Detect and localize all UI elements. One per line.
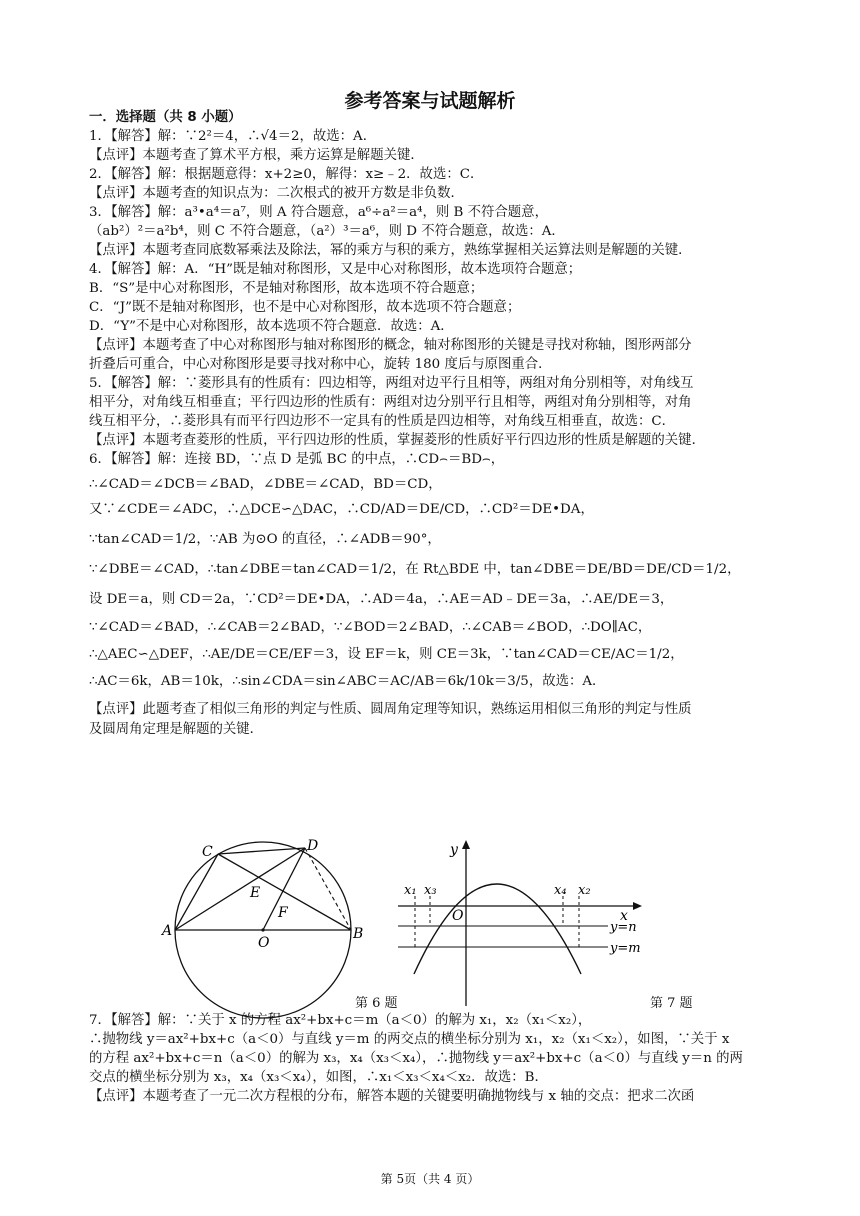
text-line: 7．【解答】解：∵关于 x 的方程 ax²+bx+c＝m（a＜0）的解为 x₁，x₂（x₁＜x₂）， (89, 1013, 592, 1028)
segment-ac (175, 854, 218, 930)
text-line: 1．【解答】解：∵2²＝4，∴√4＝2，故选：A． (89, 129, 377, 144)
text-line: ∴△AEC∽△DEF，∴AE/DE＝CE/EF＝3，设 EF＝k，则 CE＝3k，∵tan∠CAD＝CE/AC＝1/2， (89, 647, 684, 662)
text-line: 的方程 ax²+bx+c＝n（a＜0）的解为 x₃，x₄（x₃＜x₄），∴抛物线 y＝ax²+bx+c（a＜0）与直线 y＝n 的两 (89, 1051, 743, 1066)
text-line: D．“Y”不是中心对称图形，故本选项不符合题意．故选：A． (89, 319, 454, 334)
label-a: A (162, 923, 173, 939)
text-line: 【点评】本题考查的知识点为：二次根式的被开方数是非负数． (89, 186, 464, 201)
text-line: ∵tan∠CAD＝1/2，∵AB 为⊙O 的直径，∴∠ADB＝90°， (89, 532, 441, 547)
label-f: F (278, 905, 288, 921)
text-line: 设 DE＝a，则 CD＝2a，∵CD²＝DE•DA，∴AD＝4a，∴AE＝AD﹣DE＝3a，∴AE/DE＝3， (89, 592, 674, 607)
text-line: ∴抛物线 y＝ax²+bx+c（a＜0）与直线 y＝m 的两交点的横坐标分别为 x₁，x₂（x₁＜x₂），如图，∵关于 x (89, 1032, 730, 1047)
text-line: ∴∠CAD＝∠DCB＝∠BAD，∠DBE＝∠CAD，BD＝CD， (89, 477, 442, 492)
text-line: 【点评】本题考查了中心对称图形与轴对称图形的概念，轴对称图形的关键是寻找对称轴，图形两部分 (89, 338, 692, 353)
label-x3: x₃ (424, 883, 437, 898)
figure-7-caption: 第 7 题 (650, 996, 693, 1011)
label-y-m: y=m (610, 941, 641, 956)
segment-cd (218, 848, 305, 854)
text-line: 3．【解答】解：a³•a⁴＝a⁷，则 A 符合题意，a⁶÷a²＝a⁴，则 B 不符合题意， (89, 205, 548, 220)
label-x2: x₂ (578, 883, 591, 898)
figure-6-circle-diagram (160, 838, 364, 1000)
label-o: O (258, 935, 270, 951)
text-line: ∴AC＝6k，AB＝10k，∴sin∠CDA＝sin∠ABC＝AC/AB＝6k/10k＝3/5，故选：A． (89, 674, 606, 689)
label-x4: x₄ (554, 883, 567, 898)
text-line: 【点评】本题考查了算术平方根，乘方运算是解题关键． (89, 148, 424, 163)
text-line: 线互相平分，∴菱形具有而平行四边形不一定具有的性质是四边相等，对角线互相垂直，故选：C． (89, 414, 676, 429)
section-heading: 一．选择题（共 8 小题） (89, 110, 242, 125)
text-line: 5．【解答】解：∵菱形具有的性质有：四边相等，两组对边平行且相等，两组对角分别相等，对角线互 (89, 376, 694, 391)
label-c: C (202, 844, 213, 860)
text-line: ∵∠CAD＝∠BAD，∴∠CAB＝2∠BAD，∵∠BOD＝2∠BAD，∴∠CAB＝∠BOD，∴DO∥AC， (89, 620, 652, 635)
label-y-n: y=n (610, 920, 637, 935)
label-e: E (250, 885, 261, 901)
text-line: 及圆周角定理是解题的关键． (89, 722, 264, 737)
label-b: B (353, 926, 364, 942)
text-line: 【点评】本题考查菱形的性质，平行四边形的性质，掌握菱形的性质好平行四边形的性质是解题的关键． (89, 433, 705, 448)
text-line: C．“J”既不是轴对称图形，也不是中心对称图形，故本选项不符合题意； (89, 300, 521, 315)
text-line: 【点评】本题考查了一元二次方程根的分布，解答本题的关键要明确抛物线与 x 轴的交点：把求二次函 (89, 1089, 695, 1104)
label-origin: O (452, 908, 464, 924)
text-line: （ab²）²＝a²b⁴，则 C 不符合题意，（a²）³＝a⁶，则 D 不符合题意，故选：A． (89, 224, 565, 239)
figure-6-caption: 第 6 题 (355, 996, 398, 1011)
text-line: 4．【解答】解：A．“H”既是轴对称图形，又是中心对称图形，故本选项符合题意； (89, 262, 582, 277)
page-footer: 第 5页（共 4 页） (380, 1172, 480, 1186)
text-line: 相平分，对角线互相垂直；平行四边形的性质有：两组对边分别平行且相等，两组对角分别相等，对角 (89, 395, 692, 410)
label-x: x (620, 908, 628, 924)
text-line: 【点评】本题考查同底数幂乘法及除法，幂的乘方与积的乘方，熟练掌握相关运算法则是解题的关键． (89, 243, 692, 258)
text-line: 2．【解答】解：根据题意得：x+2≥0，解得：x≥﹣2．故选：C． (89, 167, 484, 182)
text-line: B．“S”是中心对称图形，不是轴对称图形，故本选项不符合题意； (89, 281, 484, 296)
page-title: 参考答案与试题解析 (344, 90, 516, 112)
figure-7-parabola-graph (398, 836, 658, 1008)
label-y: y (450, 842, 458, 858)
text-line: 【点评】此题考查了相似三角形的判定与性质、圆周角定理等知识，熟练运用相似三角形的判定与性质 (89, 702, 692, 717)
label-x1: x₁ (404, 883, 417, 898)
text-line: 6．【解答】解：连接 BD，∵点 D 是弧 BC 的中点，∴CD⌢＝BD⌢， (89, 452, 505, 467)
text-line: ∵∠DBE＝∠CAD，∴tan∠DBE＝tan∠CAD＝1/2，在 Rt△BDE 中，tan∠DBE＝DE/BD＝DE/CD＝1/2， (89, 562, 741, 577)
text-line: 折叠后可重合，中心对称图形是要寻找对称中心，旋转 180 度后与原图重合． (89, 357, 552, 372)
text-line: 交点的横坐标分别为 x₃，x₄（x₃＜x₄），如图，∴x₁＜x₃＜x₄＜x₂．故选：B． (89, 1070, 548, 1085)
text-line: 又∵∠CDE＝∠ADC，∴△DCE∽△DAC，∴CD/AD＝DE/CD，∴CD²＝DE•DA， (89, 502, 594, 517)
segment-db-dashed (305, 848, 351, 930)
label-d: D (307, 838, 319, 854)
